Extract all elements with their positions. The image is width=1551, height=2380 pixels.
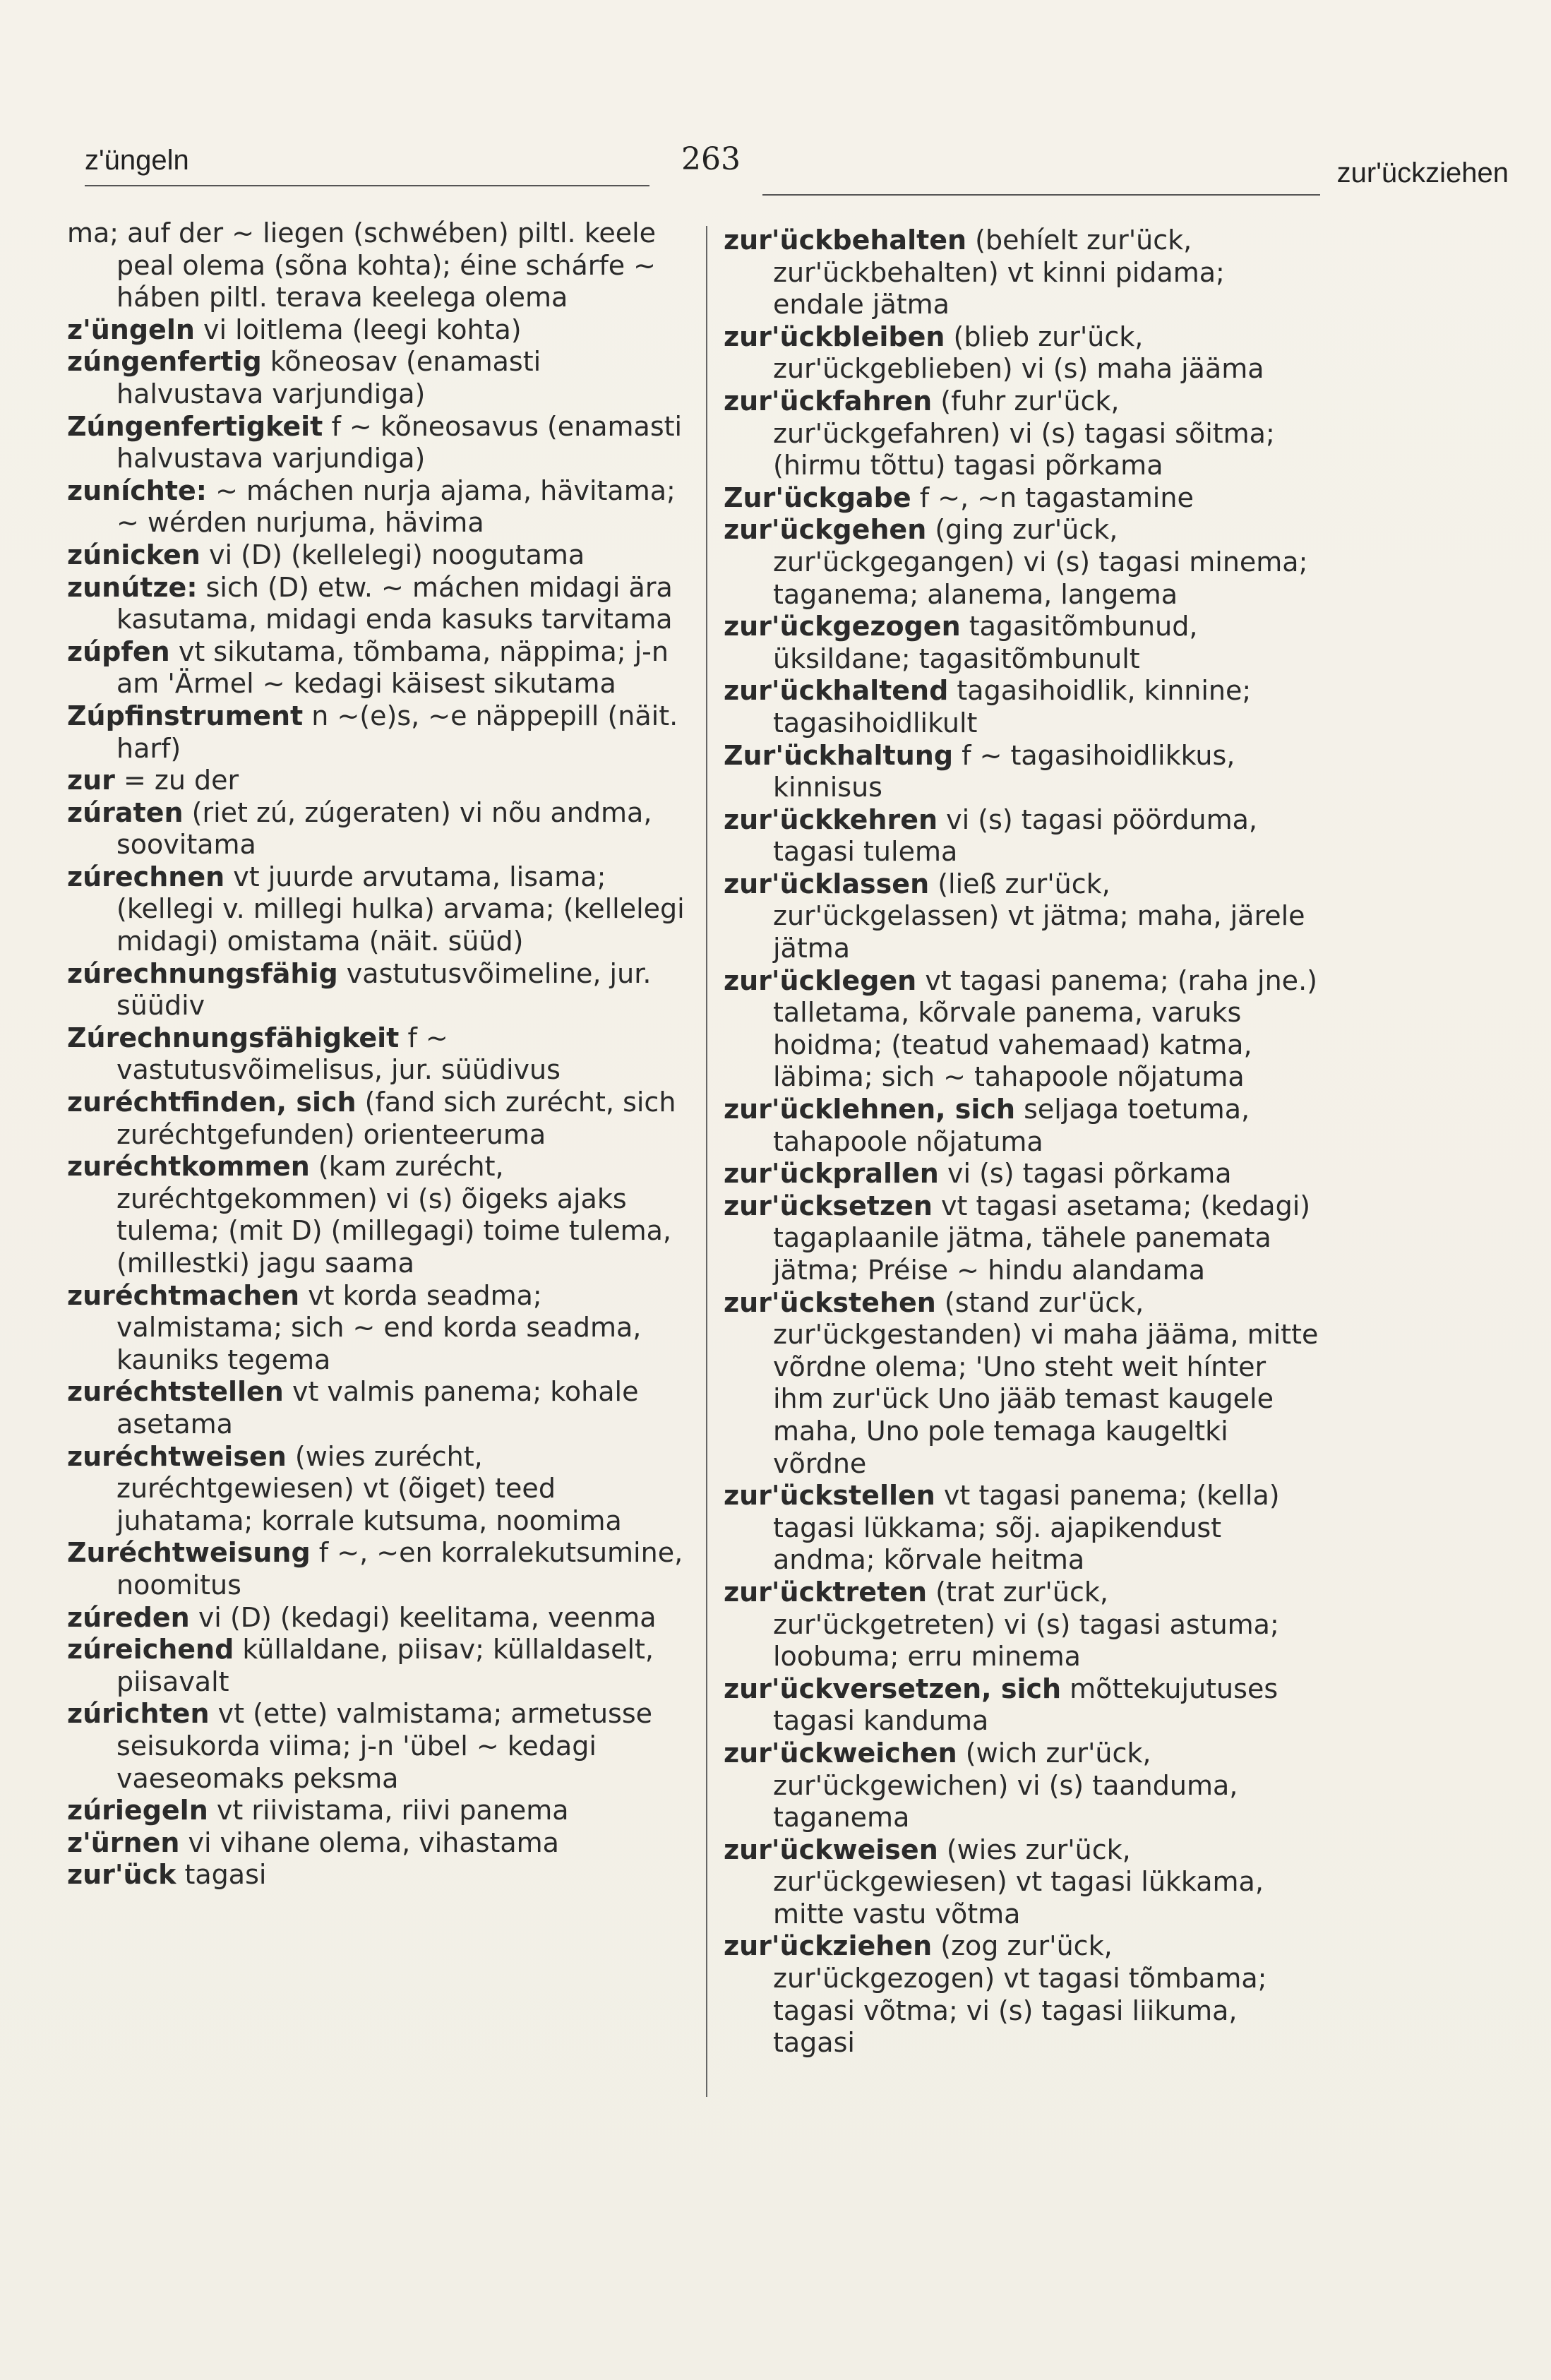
- entry-definition: (riet zú, zúgeraten) vi nõu andma, soovitama: [116, 796, 652, 861]
- entry-definition: vi (s) tagasi pöörduma, tagasi tulema: [773, 803, 1257, 868]
- dictionary-entry: [724, 611, 1324, 675]
- dictionary-entry: [724, 1930, 1324, 2059]
- entry-headword: Zúpfinstrument: [67, 700, 304, 731]
- dictionary-entry: [724, 1480, 1324, 1577]
- dictionary-entry: [67, 700, 688, 765]
- entry-definition: (wies zur'ück, zur'ückgewiesen) vt tagasi lükkama, mitte vastu võtma: [773, 1834, 1264, 1930]
- entry-headword: zur'ückkehren: [724, 803, 938, 835]
- entry-headword: zuníchte:: [67, 474, 207, 506]
- entry-headword: zur'ückfahren: [724, 385, 933, 417]
- entry-definition: (ging zur'ück, zur'ückgegangen) vi (s) tagasi minema; taganema; alanema, langema: [773, 514, 1308, 610]
- dictionary-entry: [724, 1094, 1324, 1158]
- header-rule-left: [85, 185, 649, 186]
- header-rule-right: [762, 194, 1320, 196]
- dictionary-entry: [67, 1376, 688, 1440]
- entry-definition: n ~(e)s, ~e näppepill (näit. harf): [116, 700, 678, 764]
- entry-headword: zúrechnen: [67, 861, 225, 892]
- entry-definition: tagasitõmbunud, üksildane; tagasitõmbunult: [773, 611, 1198, 674]
- entry-headword: zur'ückweichen: [724, 1737, 957, 1769]
- entry-definition: mõttekujutuses tagasi kanduma: [773, 1673, 1278, 1737]
- dictionary-entry: [67, 861, 688, 958]
- dictionary-entry: [67, 797, 688, 861]
- entry-headword: zúriegeln: [67, 1795, 208, 1826]
- entry-definition: küllaldane, piisav; küllaldaselt, piisavalt: [116, 1634, 654, 1697]
- dictionary-entry: [67, 475, 688, 539]
- left-guide-word: z'üngeln: [85, 145, 189, 176]
- entry-headword: zur'ücklehnen, sich: [724, 1094, 1016, 1125]
- entry-definition: (fand sich zurécht, sich zuréchtgefunden) orienteeruma: [116, 1087, 676, 1150]
- entry-headword: zur'ücktreten: [724, 1576, 928, 1608]
- entry-headword: zuréchtweisen: [67, 1440, 287, 1472]
- entry-headword: zur: [67, 765, 115, 796]
- entry-definition: f ~, ~en korralekutsumine, noomitus: [116, 1537, 683, 1601]
- entry-definition: vt juurde arvutama, lisama; (kellegi v. millegi hulka) arvama; (kellelegi midagi) omistama (näit. süüd): [116, 861, 685, 957]
- right-column: [724, 225, 1324, 2059]
- entry-headword: zuréchtstellen: [67, 1376, 284, 1408]
- entry-definition: (wies zurécht, zuréchtgewiesen) vt (õiget) teed juhatama; korrale kutsuma, noomima: [116, 1440, 622, 1536]
- entry-headword: zúngenfertig: [67, 346, 262, 378]
- entry-definition: vt tagasi asetama; (kedagi) tagaplaanile jätma, tähele panemata jätma; Préise ~ hindu alandama: [773, 1190, 1311, 1286]
- entry-definition: ~ máchen nurja ajama, hävitama; ~ wérden nurjuma, hävima: [116, 474, 676, 539]
- entry-definition: vastutusvõimeline, jur. süüdiv: [116, 957, 652, 1022]
- entry-headword: zúpfen: [67, 635, 170, 667]
- entry-headword: Zúngenfertigkeit: [67, 410, 323, 442]
- entry-headword: zur'ückhaltend: [724, 675, 949, 707]
- dictionary-entry: [67, 636, 688, 700]
- entry-headword: z'üngeln: [67, 313, 195, 345]
- entry-headword: zur'ückprallen: [724, 1158, 939, 1190]
- entry-definition: ma; auf der ~ liegen (schwében) piltl. keele peal olema (sõna kohta); éine schárfe ~ háben piltl. terava keelega olema: [67, 217, 657, 313]
- entry-definition: vi (D) (kedagi) keelitama, veenma: [198, 1601, 657, 1633]
- entry-definition: f ~ kõneosavus (enamasti halvustava varjundiga): [116, 410, 683, 474]
- dictionary-entry: [724, 1738, 1324, 1834]
- entry-definition: (stand zur'ück, zur'ückgestanden) vi maha jääma, mitte võrdne olema; 'Uno steht weit hínter ihm zur'ück Uno jääb temast kaugele maha, Uno pole temaga kaugeltki võrdne: [773, 1286, 1319, 1479]
- dictionary-entry: [724, 385, 1324, 482]
- dictionary-entry: [724, 225, 1324, 321]
- entry-headword: zur'ückgehen: [724, 514, 927, 546]
- entry-headword: zúrichten: [67, 1698, 210, 1730]
- entry-headword: zúrechnungsfähig: [67, 957, 338, 989]
- entry-headword: zúreichend: [67, 1634, 234, 1666]
- entry-definition: sich (D) etw. ~ máchen midagi ära kasutama, midagi enda kasuks tarvitama: [116, 571, 673, 635]
- dictionary-entry: [724, 1577, 1324, 1673]
- dictionary-entry: [67, 411, 688, 475]
- dictionary-entry: [67, 1602, 688, 1634]
- entry-definition: (fuhr zur'ück, zur'ückgefahren) vi (s) tagasi sõitma; (hirmu tõttu) tagasi põrkama: [773, 385, 1275, 482]
- entry-headword: zur'ücklassen: [724, 868, 930, 899]
- dictionary-entry: [724, 1158, 1324, 1190]
- entry-headword: zur'ücksetzen: [724, 1190, 933, 1221]
- dictionary-entry: [67, 1280, 688, 1377]
- dictionary-entry: [724, 1190, 1324, 1287]
- entry-definition: seljaga toetuma, tahapoole nõjatuma: [773, 1094, 1250, 1157]
- page-number: 263: [681, 141, 741, 177]
- entry-headword: zur'ückweisen: [724, 1834, 938, 1865]
- dictionary-entry: [724, 1834, 1324, 1931]
- entry-headword: Zuréchtweisung: [67, 1537, 311, 1569]
- entry-headword: zúraten: [67, 796, 184, 828]
- entry-headword: zur'ückversetzen, sich: [724, 1673, 1062, 1704]
- entry-headword: zur'ückziehen: [724, 1930, 933, 1962]
- entry-definition: vi (D) (kellelegi) noogutama: [208, 539, 585, 570]
- entry-headword: zur'ückstehen: [724, 1286, 936, 1318]
- entry-definition: vt sikutama, tõmbama, näppima; j-n am 'Ärmel ~ kedagi käisest sikutama: [116, 635, 669, 700]
- dictionary-entry: [724, 482, 1324, 515]
- dictionary-entry: [724, 1673, 1324, 1738]
- entry-headword: zuréchtkommen: [67, 1151, 310, 1183]
- entry-headword: zur'ückbehalten: [724, 225, 967, 256]
- dictionary-entry: [724, 804, 1324, 868]
- dictionary-entry: [724, 321, 1324, 385]
- dictionary-entry: [67, 765, 688, 797]
- entry-headword: zúreden: [67, 1601, 190, 1633]
- dictionary-entry: [724, 740, 1324, 804]
- entry-definition: (ließ zur'ück, zur'ückgelassen) vt jätma; maha, järele jätma: [773, 868, 1305, 964]
- dictionary-entry: [67, 1859, 688, 1891]
- entry-headword: zunútze:: [67, 571, 198, 603]
- entry-definition: vi vihane olema, vihastama: [188, 1826, 559, 1858]
- entry-headword: z'ürnen: [67, 1826, 180, 1858]
- entry-definition: (blieb zur'ück, zur'ückgeblieben) vi (s) maha jääma: [773, 321, 1264, 385]
- entry-definition: vi loitlema (leegi kohta): [203, 313, 522, 345]
- dictionary-entry: [67, 1022, 688, 1087]
- entry-definition: vt tagasi panema; (raha jne.) talletama, kõrvale panema, varuks hoidma; (teatud vahemaad) katma, läbima; sich ~ tahapoole nõjatuma: [773, 964, 1317, 1093]
- dictionary-entry: [724, 514, 1324, 611]
- entry-definition: kõneosav (enamasti halvustava varjundiga): [116, 346, 541, 409]
- entry-headword: zuréchtfinden, sich: [67, 1087, 357, 1118]
- dictionary-entry: [67, 346, 688, 410]
- entry-definition: vt tagasi panema; (kella) tagasi lükkama; sõj. ajapikendust andma; kõrvale heitma: [773, 1480, 1280, 1576]
- dictionary-entry: [67, 539, 688, 572]
- dictionary-entry: [67, 572, 688, 636]
- dictionary-entry: [67, 1441, 688, 1538]
- dictionary-entry: [724, 965, 1324, 1094]
- dictionary-entry: [67, 1698, 688, 1795]
- entry-definition: vt (ette) valmistama; armetusse seisukorda viima; j-n 'übel ~ kedagi vaeseomaks peksma: [116, 1698, 653, 1794]
- entry-headword: zúnicken: [67, 539, 200, 570]
- entry-headword: Zur'ückgabe: [724, 482, 911, 513]
- dictionary-entry: [67, 1087, 688, 1151]
- entry-definition: f ~ vastutusvõimelisus, jur. süüdivus: [116, 1022, 561, 1086]
- dictionary-entry: [724, 1287, 1324, 1481]
- entry-definition: f ~, ~n tagastamine: [919, 482, 1194, 513]
- dictionary-entry: [67, 217, 688, 314]
- dictionary-entry: [724, 868, 1324, 965]
- entry-definition: tagasihoidlik, kinnine; tagasihoidlikult: [773, 675, 1252, 738]
- dictionary-entry: [67, 958, 688, 1022]
- entry-headword: zur'ücklegen: [724, 964, 917, 996]
- page-header: [85, 141, 1509, 194]
- dictionary-entry: [67, 1827, 688, 1860]
- entry-definition: vt riivistama, riivi panema: [216, 1795, 569, 1826]
- entry-definition: f ~ tagasihoidlikkus, kinnisus: [773, 739, 1235, 803]
- column-divider: [706, 226, 707, 2097]
- entry-definition: vt valmis panema; kohale asetama: [116, 1376, 639, 1440]
- entry-headword: zur'ückbleiben: [724, 321, 945, 352]
- entry-definition: = zu der: [124, 765, 239, 796]
- dictionary-entry: [67, 1634, 688, 1698]
- right-guide-word: zur'ückziehen: [1336, 157, 1509, 189]
- entry-headword: zur'ück: [67, 1859, 176, 1891]
- entry-headword: zuréchtmachen: [67, 1279, 300, 1311]
- entry-definition: (zog zur'ück, zur'ückgezogen) vt tagasi tõmbama; tagasi võtma; vi (s) tagasi liikuma, tagasi: [773, 1930, 1267, 2059]
- entry-headword: Zúrechnungsfähigkeit: [67, 1022, 400, 1053]
- dictionary-entry: [67, 1151, 688, 1279]
- entry-definition: vt korda seadma; valmistama; sich ~ end korda seadma, kauniks tegema: [116, 1279, 642, 1375]
- entry-definition: vi (s) tagasi põrkama: [947, 1158, 1232, 1190]
- dictionary-entry: [67, 1537, 688, 1601]
- entry-headword: zur'ückgezogen: [724, 611, 961, 642]
- entry-headword: zur'ückstellen: [724, 1480, 935, 1512]
- entry-definition: (kam zurécht, zuréchtgekommen) vi (s) õigeks ajaks tulema; (mit D) (millegagi) toime tulema, (millestki) jagu saama: [116, 1151, 672, 1279]
- entry-definition: (trat zur'ück, zur'ückgetreten) vi (s) tagasi astuma; loobuma; erru minema: [773, 1576, 1279, 1673]
- entry-definition: (behíelt zur'ück, zur'ückbehalten) vt kinni pidama; endale jätma: [773, 225, 1225, 321]
- entry-definition: (wich zur'ück, zur'ückgewichen) vi (s) taanduma, taganema: [773, 1737, 1238, 1834]
- left-column: [67, 217, 688, 1891]
- entry-definition: tagasi: [184, 1859, 267, 1891]
- dictionary-entry: [724, 675, 1324, 739]
- dictionary-entry: [67, 314, 688, 347]
- dictionary-entry: [67, 1795, 688, 1827]
- entry-headword: Zur'ückhaltung: [724, 739, 954, 771]
